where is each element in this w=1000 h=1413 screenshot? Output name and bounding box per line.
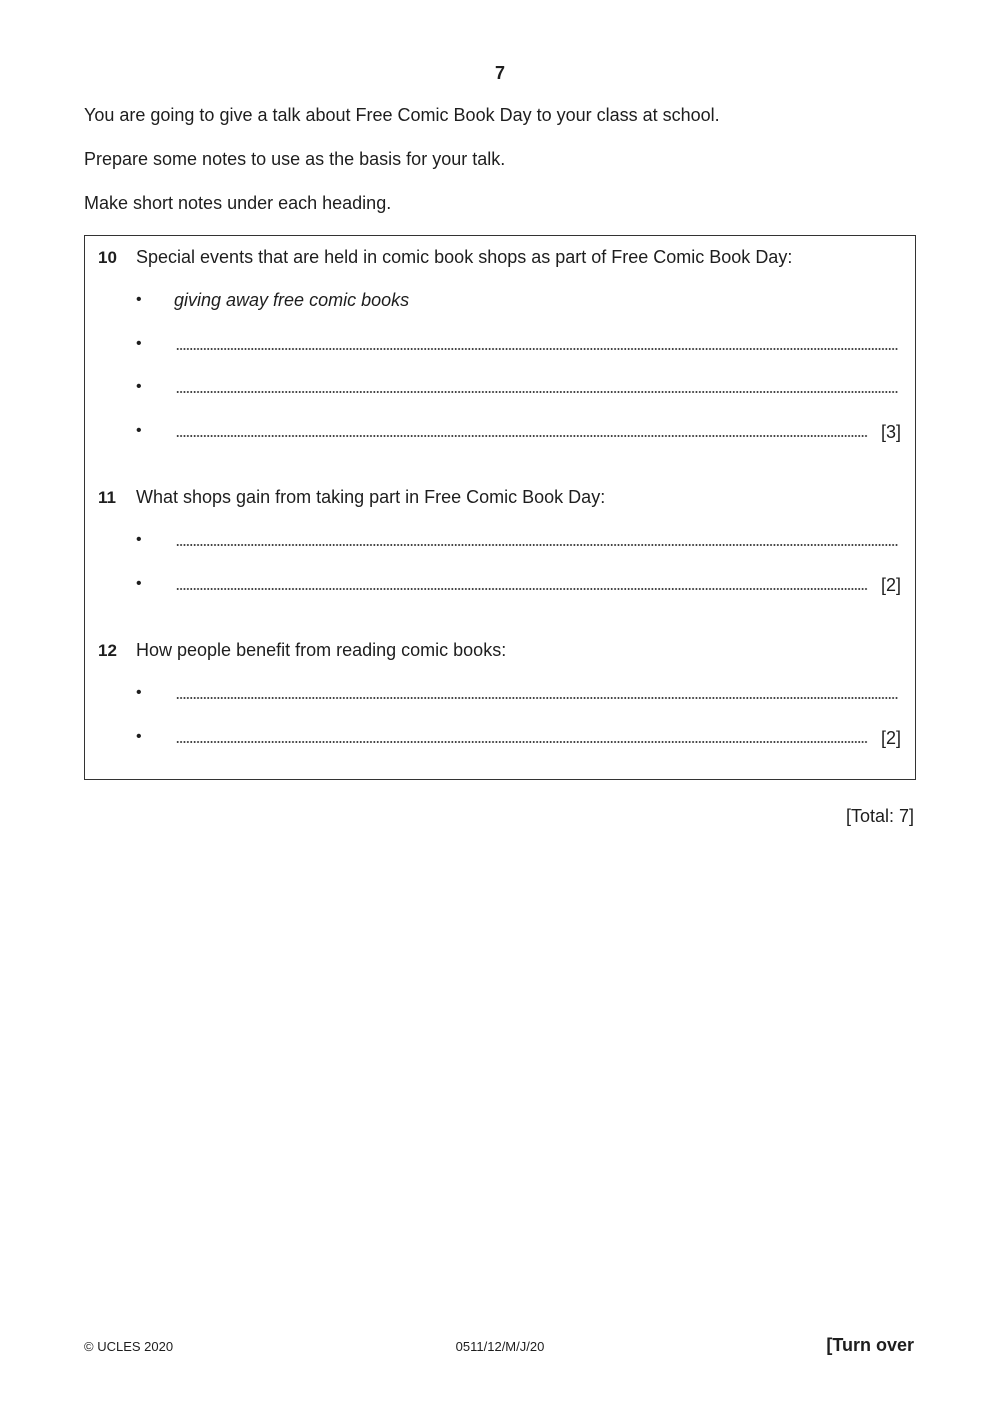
bullet: • xyxy=(136,335,142,352)
total-marks: [Total: 7] xyxy=(845,806,914,826)
question-12-number: 12 xyxy=(98,641,117,660)
answer-line-11-2[interactable] xyxy=(176,588,868,590)
footer-turn-over: [Turn over xyxy=(826,1335,914,1355)
notes-box xyxy=(84,235,916,780)
question-12-mark: [2] xyxy=(881,728,902,748)
footer-copyright: © UCLES 2020 xyxy=(84,1339,174,1354)
answer-line-10-1[interactable] xyxy=(176,348,898,350)
answer-line-10-3[interactable] xyxy=(176,435,868,437)
question-10-mark: [3] xyxy=(881,422,902,442)
answer-line-10-2[interactable] xyxy=(176,391,898,393)
bullet: • xyxy=(136,684,142,701)
footer-paper-code: 0511/12/M/J/20 xyxy=(455,1339,545,1354)
intro-line-1: You are going to give a talk about Free Comic Book Day to your class at school. xyxy=(84,105,720,125)
question-11-number: 11 xyxy=(98,488,116,507)
bullet: • xyxy=(136,422,142,439)
intro-line-2: Prepare some notes to use as the basis for your talk. xyxy=(84,149,506,169)
question-10-number: 10 xyxy=(98,248,117,267)
answer-line-12-1[interactable] xyxy=(176,697,898,699)
bullet: • xyxy=(136,291,142,308)
bullet: • xyxy=(136,531,142,548)
bullet: • xyxy=(136,728,142,745)
bullet: • xyxy=(136,575,142,592)
intro-line-3: Make short notes under each heading. xyxy=(84,193,392,213)
answer-line-11-1[interactable] xyxy=(176,544,898,546)
example-answer: giving away free comic books xyxy=(174,290,410,310)
question-10-heading: Special events that are held in comic book shops as part of Free Comic Book Day: xyxy=(136,247,793,267)
page-number: 7 xyxy=(494,63,505,83)
question-12-heading: How people benefit from reading comic books: xyxy=(136,640,507,660)
bullet: • xyxy=(136,378,142,395)
question-11-mark: [2] xyxy=(881,575,902,595)
question-11-heading: What shops gain from taking part in Free Comic Book Day: xyxy=(136,487,606,507)
answer-line-12-2[interactable] xyxy=(176,741,868,743)
